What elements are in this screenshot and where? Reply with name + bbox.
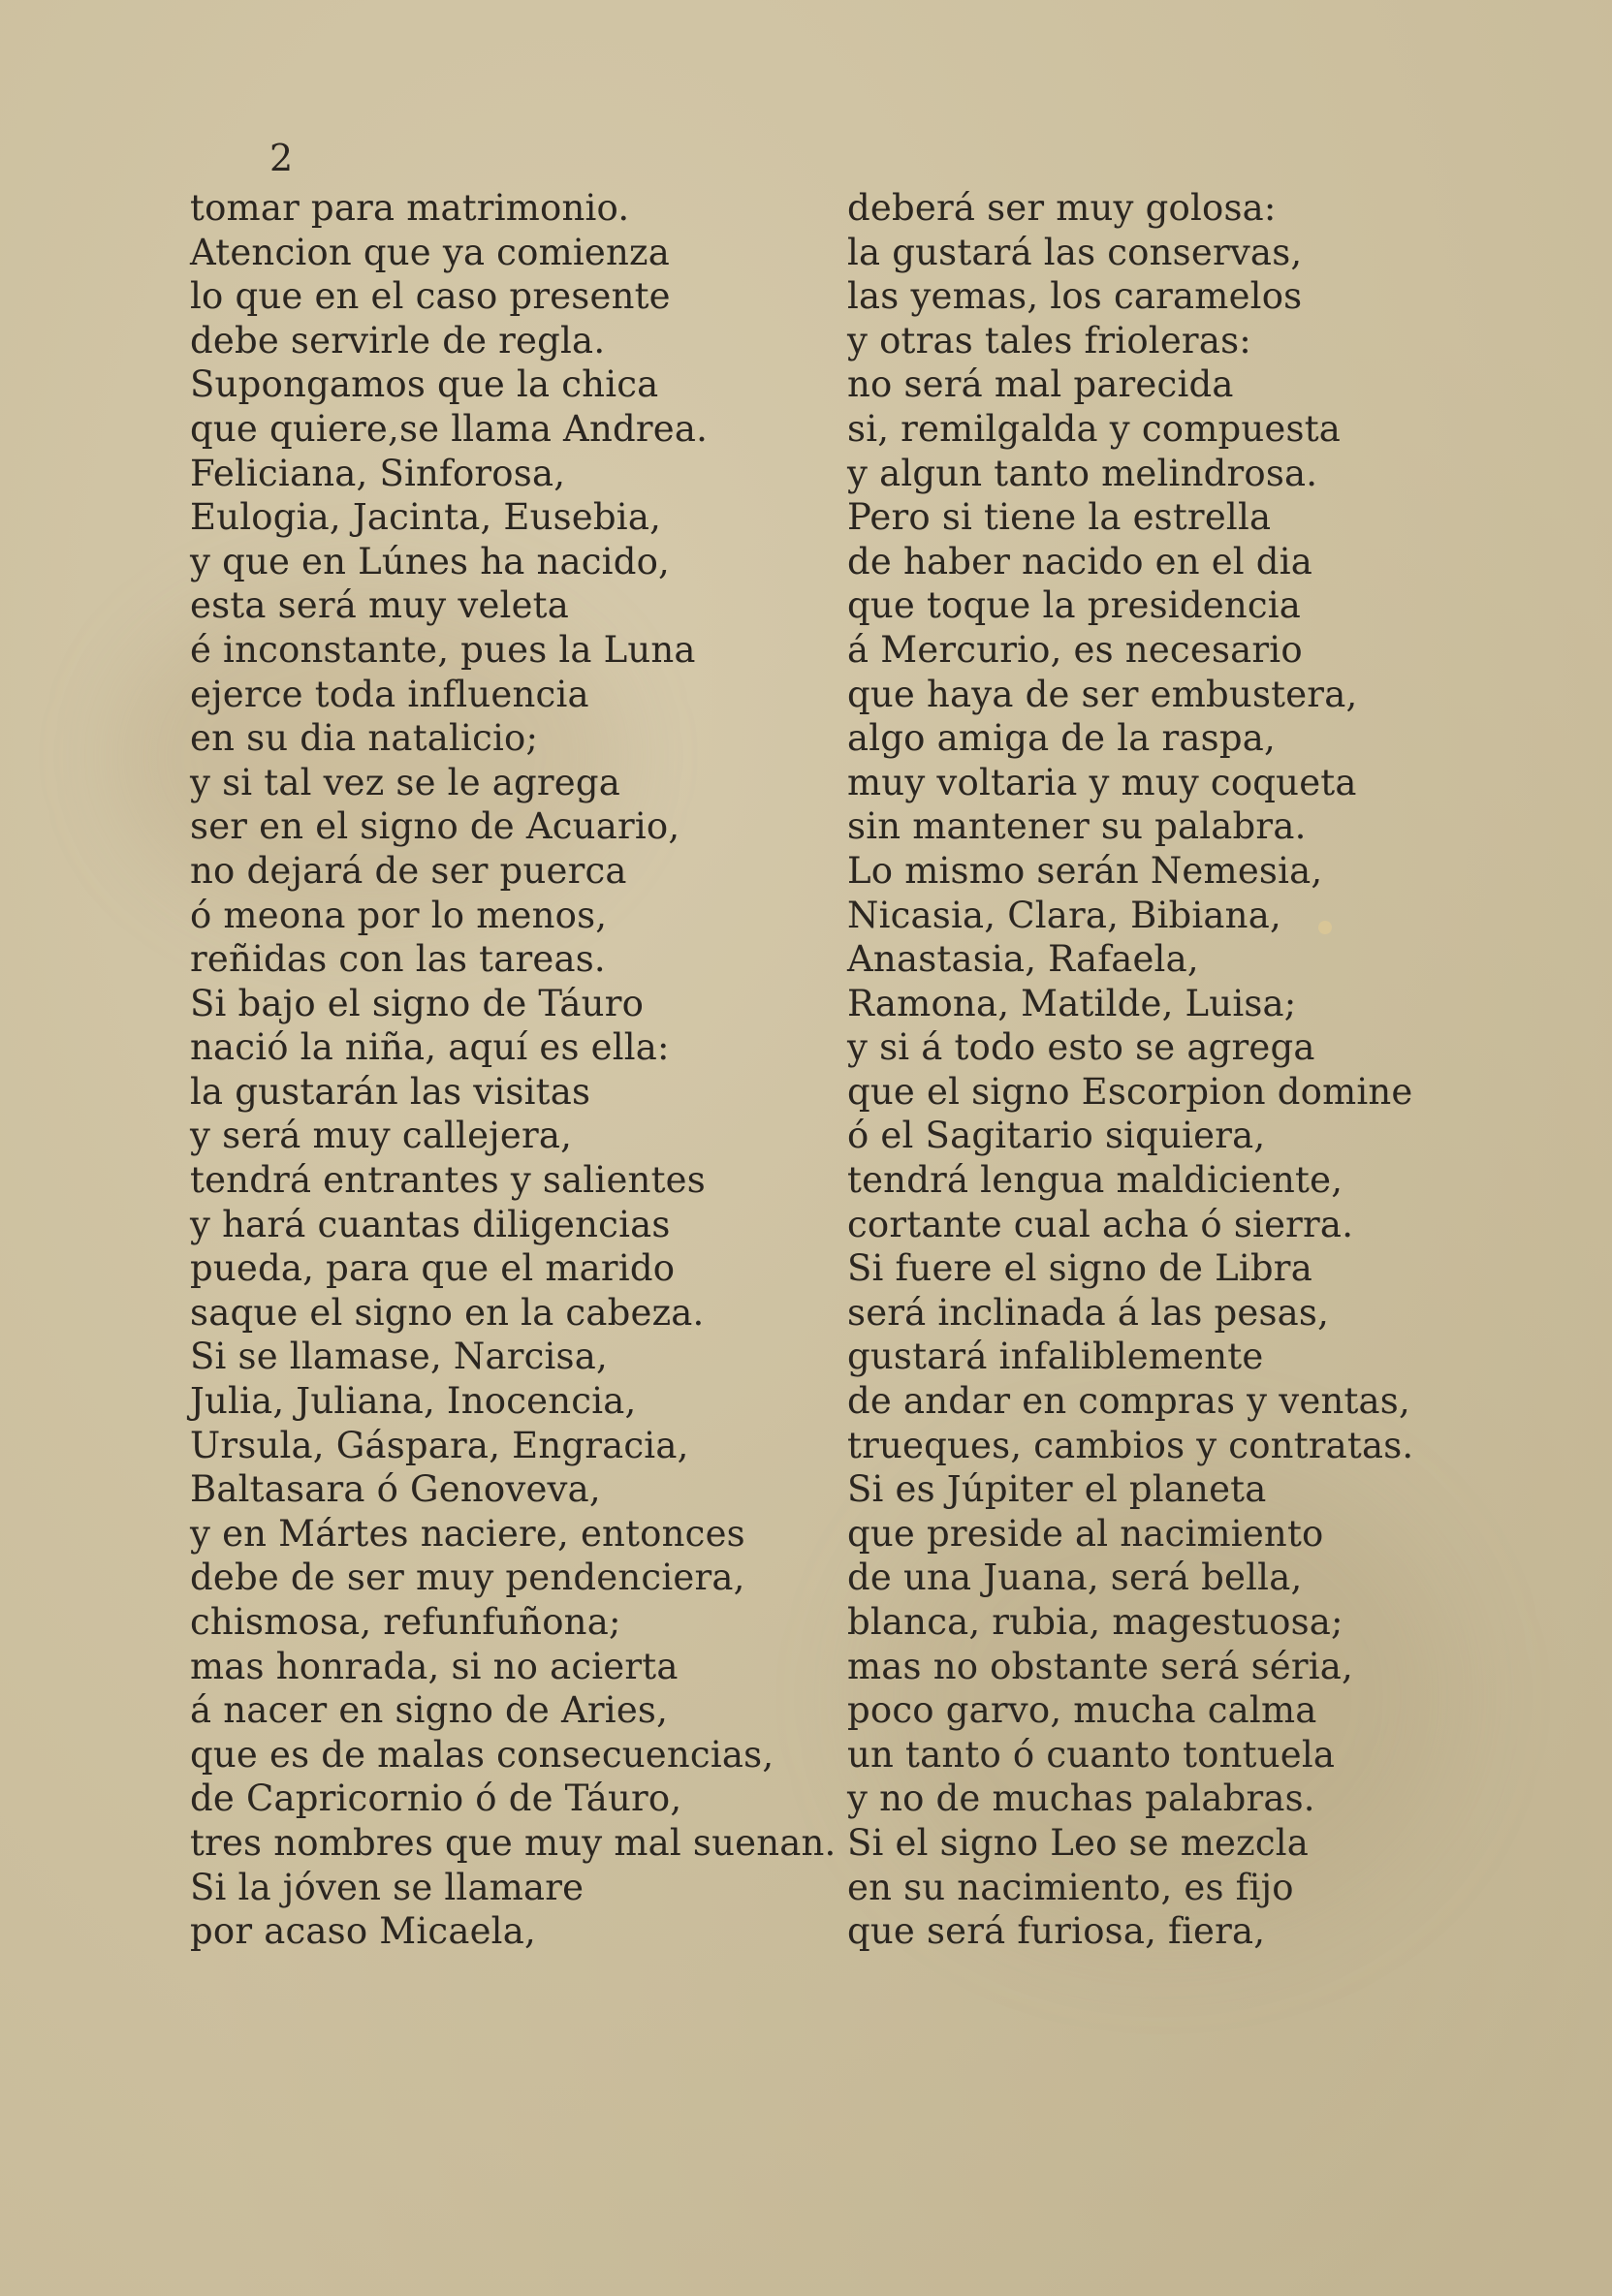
text-line: Pero si tiene la estrella xyxy=(847,496,1272,539)
text-line: y algun tanto melindrosa. xyxy=(847,452,1318,494)
text-line: mas no obstante será séria, xyxy=(847,1645,1354,1687)
text-line: y si á todo esto se agrega xyxy=(847,1026,1315,1069)
text-line: Ramona, Matilde, Luisa; xyxy=(847,982,1297,1024)
text-line: Si fuere el signo de Libra xyxy=(847,1247,1312,1290)
text-line: cortante cual acha ó sierra. xyxy=(847,1203,1354,1245)
text-line: tendrá entrantes y salientes xyxy=(190,1159,706,1202)
right-text-column xyxy=(847,186,1429,1954)
text-line: y si tal vez se le agrega xyxy=(190,761,621,803)
text-line: no dejará de ser puerca xyxy=(190,849,627,892)
text-line: Eulogia, Jacinta, Eusebia, xyxy=(190,496,662,539)
text-line: que preside al nacimiento xyxy=(847,1512,1324,1555)
text-line: pueda, para que el marido xyxy=(190,1247,676,1290)
page-number: 2 xyxy=(269,137,294,179)
text-line: y otras tales frioleras: xyxy=(847,319,1251,362)
text-line: Julia, Juliana, Inocencia, xyxy=(190,1380,637,1423)
text-line: Atencion que ya comienza xyxy=(190,231,670,273)
text-line: tomar para matrimonio. xyxy=(190,187,630,229)
text-line: deberá ser muy golosa: xyxy=(847,187,1277,229)
text-line: Supongamos que la chica xyxy=(190,363,659,406)
text-line: y que en Lúnes ha nacido, xyxy=(190,540,671,582)
text-line: que haya de ser embustera, xyxy=(847,673,1358,715)
text-line: nació la niña, aquí es ella: xyxy=(190,1026,670,1069)
text-line: muy voltaria y muy coqueta xyxy=(847,761,1357,803)
text-line: y en Mártes naciere, entonces xyxy=(190,1512,745,1555)
text-line: que toque la presidencia xyxy=(847,584,1302,627)
text-line: Ursula, Gáspara, Engracia, xyxy=(190,1424,689,1466)
text-line: mas honrada, si no acierta xyxy=(190,1645,679,1687)
left-text-column xyxy=(190,186,837,1954)
text-line: Si el signo Leo se mezcla xyxy=(847,1821,1310,1864)
text-line: la gustará las conservas, xyxy=(847,231,1303,273)
text-line: de una Juana, será bella, xyxy=(847,1557,1303,1599)
text-line: que quiere,se llama Andrea. xyxy=(190,407,709,450)
text-line: ó el Sagitario siquiera, xyxy=(847,1115,1266,1157)
text-line: Nicasia, Clara, Bibiana, xyxy=(847,894,1281,936)
text-line: trueques, cambios y contratas. xyxy=(847,1424,1414,1466)
text-line: de Capricornio ó de Táuro, xyxy=(190,1777,682,1820)
text-line: debe de ser muy pendenciera, xyxy=(190,1557,745,1599)
text-line: blanca, rubia, magestuosa; xyxy=(847,1601,1343,1643)
text-line: Baltasara ó Genoveva, xyxy=(190,1468,601,1511)
text-line: poco garvo, mucha calma xyxy=(847,1689,1317,1732)
text-line: tendrá lengua maldiciente, xyxy=(847,1159,1343,1202)
text-line: si, remilgalda y compuesta xyxy=(847,407,1342,450)
text-line: las yemas, los caramelos xyxy=(847,275,1303,318)
text-line: ejerce toda influencia xyxy=(190,673,589,715)
text-line: en su dia natalicio; xyxy=(190,717,539,760)
text-line: é inconstante, pues la Luna xyxy=(190,628,696,671)
text-line: reñidas con las tareas. xyxy=(190,938,606,981)
text-line: ó meona por lo menos, xyxy=(190,894,608,936)
text-line: debe servirle de regla. xyxy=(190,319,606,362)
text-line: no será mal parecida xyxy=(847,363,1234,406)
text-line: Lo mismo serán Nemesia, xyxy=(847,849,1323,892)
text-line: Si la jóven se llamare xyxy=(190,1866,585,1908)
text-line: sin mantener su palabra. xyxy=(847,805,1307,848)
text-line: Si bajo el signo de Táuro xyxy=(190,982,645,1024)
text-line: á nacer en signo de Aries, xyxy=(190,1689,669,1732)
text-line: de andar en compras y ventas, xyxy=(847,1380,1410,1423)
text-line: que el signo Escorpion domine xyxy=(847,1070,1413,1113)
text-line: Si es Júpiter el planeta xyxy=(847,1468,1267,1511)
text-line: por acaso Micaela, xyxy=(190,1910,536,1953)
text-line: un tanto ó cuanto tontuela xyxy=(847,1733,1336,1776)
text-line: y hará cuantas diligencias xyxy=(190,1203,671,1245)
text-line: que es de malas consecuencias, xyxy=(190,1733,774,1776)
text-line: ser en el signo de Acuario, xyxy=(190,805,680,848)
text-line: lo que en el caso presente xyxy=(190,275,671,318)
text-line: tres nombres que muy mal suenan. xyxy=(190,1821,837,1864)
text-line: Anastasia, Rafaela, xyxy=(847,938,1199,981)
text-line: gustará infaliblemente xyxy=(847,1336,1264,1378)
text-line: Si se llamase, Narcisa, xyxy=(190,1336,608,1378)
text-line: en su nacimiento, es fijo xyxy=(847,1866,1294,1908)
text-line: de haber nacido en el dia xyxy=(847,540,1312,582)
text-line: y no de muchas palabras. xyxy=(847,1777,1315,1820)
text-line: será inclinada á las pesas, xyxy=(847,1291,1330,1334)
text-line: á Mercurio, es necesario xyxy=(847,628,1303,671)
text-line: saque el signo en la cabeza. xyxy=(190,1291,705,1334)
text-line: que será furiosa, fiera, xyxy=(847,1910,1266,1953)
text-line: algo amiga de la raspa, xyxy=(847,717,1276,760)
text-line: y será muy callejera, xyxy=(190,1115,573,1157)
text-line: la gustarán las visitas xyxy=(190,1070,591,1113)
text-line: Feliciana, Sinforosa, xyxy=(190,452,566,494)
text-line: chismosa, refunfuñona; xyxy=(190,1601,621,1643)
text-line: esta será muy veleta xyxy=(190,584,570,627)
